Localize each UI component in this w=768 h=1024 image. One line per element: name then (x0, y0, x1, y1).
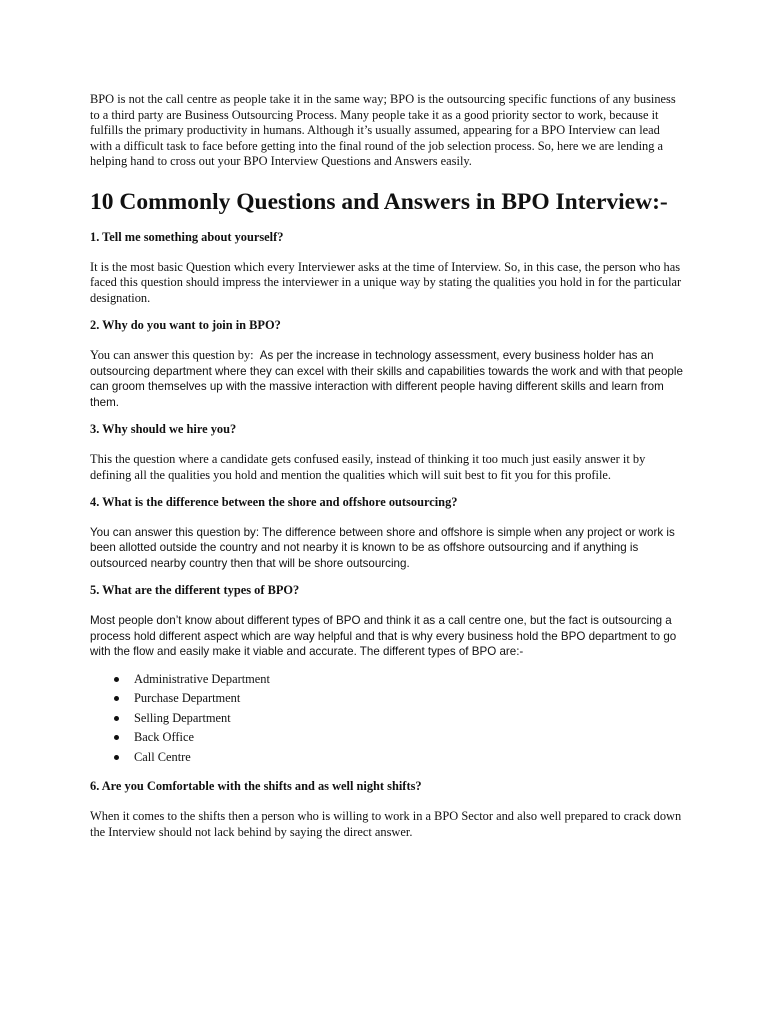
answer-6: When it comes to the shifts then a person who is willing to work in a BPO Sector and also well prepared to crack down the Interview should not lack behind by saying the direct answer. (90, 808, 682, 839)
list-item (90, 728, 684, 748)
document-page (90, 92, 684, 852)
bpo-types-list (90, 670, 684, 768)
list-item-label: Call Centre (134, 749, 191, 764)
answer-2-lead: You can answer this question by: (90, 347, 260, 362)
bullet-icon (114, 716, 119, 721)
bullet-icon (114, 755, 119, 760)
answer-2-body: As per the increase in technology assessment, every business holder has an outsourcing department where they can excel with their skills and capabilities towards the work and with that people can groom themselves up with the massive interaction with different people having different skills and learn from them. (90, 348, 683, 409)
bullet-icon (114, 677, 119, 682)
question-6: 6. Are you Comfortable with the shifts and as well night shifts? (90, 779, 422, 794)
list-item-label: Administrative Department (134, 671, 270, 686)
answer-2 (90, 348, 684, 410)
list-item (90, 709, 684, 729)
question-3: 3. Why should we hire you? (90, 422, 237, 437)
list-item (90, 689, 684, 709)
answer-1: It is the most basic Question which every Interviewer asks at the time of Interview. So, in this case, the person who has faced this question should impress the interviewer in a unique way by stating the qualities you hold in for the particular designation. (90, 259, 682, 305)
question-5: 5. What are the different types of BPO? (90, 583, 300, 598)
question-1: 1. Tell me something about yourself? (90, 229, 284, 244)
list-item (90, 748, 684, 768)
question-4: 4. What is the difference between the shore and offshore outsourcing? (90, 495, 458, 510)
list-item-label: Selling Department (134, 710, 231, 725)
bullet-icon (114, 735, 119, 740)
list-item (90, 670, 684, 690)
page-title: 10 Commonly Questions and Answers in BPO Interview:- (90, 188, 668, 215)
answer-5: Most people don’t know about different types of BPO and think it as a call centre one, but the fact is outsourcing a process hold different aspect which are way helpful and that is why every business hold the BPO department to go with the flow and easily make it viable and accurate. The different types of BPO are:- (90, 614, 677, 659)
answer-3: This the question where a candidate gets confused easily, instead of thinking it too much just easily answer it by defining all the qualities you hold and mention the qualities which will suit best to fit you for this profile. (90, 451, 646, 482)
list-item-label: Purchase Department (134, 691, 241, 706)
answer-4: You can answer this question by: The difference between shore and offshore is simple when any project or work is been allotted outside the country and not nearby it is known to be as offshore outsourcing and if anything is outsourced nearby country then that will be shore outsourcing. (90, 525, 675, 570)
list-item-label: Back Office (134, 730, 194, 745)
question-2: 2. Why do you want to join in BPO? (90, 318, 281, 333)
intro-paragraph: BPO is not the call centre as people take it in the same way; BPO is the outsourcing specific functions of any business to a third party are Business Outsourcing Process. Many people take it as a good priority sector to work, because it fulfills the primary productivity in humans. Although it’s usually assumed, appearing for a BPO Interview can lead with a difficult task to face before getting into the final round of the job selection process. So, here we are lending a helping hand to cross out your BPO Interview Questions and Answers easily. (90, 92, 676, 169)
bullet-icon (114, 696, 119, 701)
